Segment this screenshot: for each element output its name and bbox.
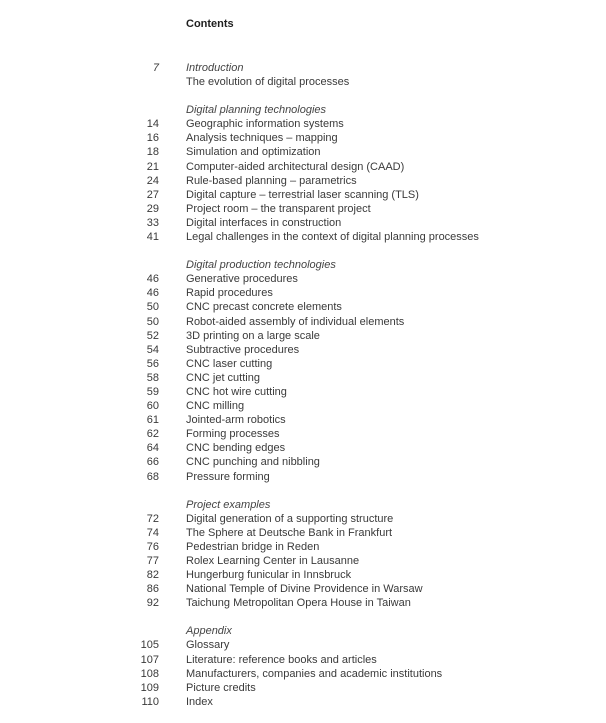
entry-page-number-text: 109 [140,681,159,694]
entry-page-number [0,174,186,188]
entry-page-number [0,695,186,709]
toc-entry[interactable] [0,315,606,329]
entry-page-number [0,202,186,216]
entry-page-number-text: 59 [146,385,159,398]
toc-entry[interactable] [0,413,606,427]
entry-page-number-text: 68 [146,470,159,483]
entry-title: Digital generation of a supporting structure [186,512,394,525]
entry-page-number-text: 46 [146,273,159,286]
entry-page-number [0,638,186,652]
entry-page-number [0,230,186,244]
entry-page-number-text: 50 [146,301,159,314]
toc-entry[interactable] [0,385,606,399]
entry-page-number-text: 72 [146,512,159,525]
entry-page-number [0,470,186,484]
toc-section [0,103,606,244]
entry-page-number [0,357,186,371]
entry-title: Computer-aided architectural design (CAAD) [186,160,405,173]
toc-entry[interactable] [0,160,606,174]
entry-page-number [0,117,186,131]
toc-entry[interactable] [0,681,606,695]
entry-page-number-text: 61 [146,414,159,427]
toc-entry[interactable] [0,512,606,526]
entry-page-number [0,272,186,286]
entry-page-number [0,667,186,681]
entry-title: Digital capture – terrestrial laser scanning (TLS) [186,188,419,201]
entry-page-number-text: 108 [140,667,159,680]
entry-title: Jointed-arm robotics [186,414,286,427]
entry-page-number [0,526,186,540]
toc-entry[interactable] [0,230,606,244]
entry-page-number-text: 41 [146,231,159,244]
entry-title: CNC precast concrete elements [186,301,342,314]
entry-title: Geographic information systems [186,118,344,131]
entry-title: Picture credits [186,681,256,694]
entry-title: Taichung Metropolitan Opera House in Taiwan [186,597,411,610]
entry-page-number [0,554,186,568]
toc-entry[interactable] [0,371,606,385]
entry-page-number-text: 27 [146,188,159,201]
section-page-number [0,61,186,75]
toc-entry[interactable] [0,286,606,300]
toc-section [0,258,606,484]
entry-page-number-text: 58 [146,371,159,384]
entry-page-number [0,188,186,202]
entry-title: CNC jet cutting [186,371,260,384]
entry-title: Legal challenges in the context of digital planning processes [186,231,479,244]
toc-entry[interactable] [0,441,606,455]
entry-page-number-text: 60 [146,400,159,413]
toc-entry[interactable] [0,596,606,610]
toc-entry[interactable] [0,131,606,145]
entry-page-number [0,399,186,413]
entry-title: Rolex Learning Center in Lausanne [186,555,360,567]
section-heading-text: Digital planning technologies [186,104,327,117]
entry-title: Forming processes [186,428,280,441]
entry-title: Rapid procedures [186,287,273,300]
section-heading-text: Digital production technologies [186,259,336,272]
entry-page-number [0,131,186,145]
entry-title: Hungerburg funicular in Innsbruck [186,569,352,582]
entry-page-number [0,300,186,314]
section-heading [0,258,606,272]
toc-section [0,61,606,89]
toc-entry[interactable] [0,188,606,202]
toc-entry[interactable] [0,329,606,343]
entry-page-number [0,582,186,596]
entry-page-number-text: 64 [146,442,159,455]
entry-title: Analysis techniques – mapping [186,132,338,145]
toc-entry[interactable] [0,554,606,568]
section-heading-text: Introduction [186,62,244,74]
entry-title: Subtractive procedures [186,343,300,356]
toc-entry[interactable] [0,75,606,89]
entry-page-number [0,75,186,89]
entry-page-number-text: 14 [146,118,159,131]
entry-page-number [0,216,186,230]
entry-page-number [0,160,186,174]
entry-page-number [0,329,186,343]
table-of-contents [0,61,606,723]
section-heading-text: Appendix [186,625,232,638]
toc-entry[interactable] [0,470,606,484]
toc-entry[interactable] [0,540,606,554]
entry-page-number-text: 110 [141,695,159,708]
entry-page-number-text: 82 [146,569,159,582]
toc-entry[interactable] [0,117,606,131]
entry-title: Manufacturers, companies and academic institutions [186,667,443,680]
entry-page-number [0,371,186,385]
toc-entry[interactable] [0,202,606,216]
toc-entry[interactable] [0,399,606,413]
entry-page-number [0,286,186,300]
entry-title: Robot-aided assembly of individual elements [186,315,405,328]
entry-title: National Temple of Divine Providence in Warsaw [186,583,423,596]
entry-page-number-text: 56 [146,357,159,370]
section-page-number [0,103,186,117]
page-title: Contents [186,18,234,30]
entry-page-number-text: 16 [146,132,159,145]
section-heading-text: Project examples [186,498,271,511]
entry-title: Generative procedures [186,273,298,286]
entry-page-number-text: 66 [146,456,159,469]
toc-entry[interactable] [0,568,606,582]
entry-page-number-text: 29 [146,202,159,215]
entry-page-number-text: 76 [146,540,159,553]
entry-page-number [0,568,186,582]
entry-title: Index [186,695,213,708]
toc-entry[interactable] [0,653,606,667]
section-page-number [0,258,186,272]
toc-entry[interactable] [0,300,606,314]
entry-page-number [0,343,186,357]
entry-title: Literature: reference books and articles [186,653,377,666]
entry-page-number [0,540,186,554]
entry-title: CNC laser cutting [186,357,273,370]
toc-entry[interactable] [0,272,606,286]
entry-title: Digital interfaces in construction [186,216,342,229]
entry-title: Pressure forming [186,470,270,483]
entry-page-number-text: 62 [146,428,159,441]
entry-page-number-text: 46 [146,287,159,300]
entry-page-number [0,427,186,441]
toc-entry[interactable] [0,455,606,469]
entry-page-number [0,596,186,610]
entry-title: 3D printing on a large scale [186,329,320,342]
toc-section [0,498,606,611]
entry-page-number-text: 74 [146,526,159,539]
entry-title: Project room – the transparent project [186,202,371,215]
toc-entry[interactable] [0,582,606,596]
toc-entry[interactable] [0,667,606,681]
section-page-number [0,498,186,512]
section-heading [0,103,606,117]
section-heading [0,624,606,638]
entry-title: The evolution of digital processes [186,76,350,89]
entry-page-number-text: 52 [146,329,159,342]
entry-page-number [0,455,186,469]
entry-page-number-text: 77 [146,555,159,567]
toc-section [0,624,606,709]
toc-entry[interactable] [0,216,606,230]
entry-title: Glossary [186,639,230,652]
toc-entry[interactable] [0,526,606,540]
entry-title: Pedestrian bridge in Reden [186,540,320,553]
section-page-number [0,624,186,638]
entry-title: CNC bending edges [186,442,286,455]
toc-entry[interactable] [0,357,606,371]
entry-page-number [0,681,186,695]
toc-entry[interactable] [0,638,606,652]
toc-entry[interactable] [0,343,606,357]
entry-page-number-text: 54 [146,343,159,356]
section-page-number-text: 7 [152,62,159,74]
entry-title: CNC hot wire cutting [186,385,287,398]
entry-page-number-text: 50 [146,315,159,328]
toc-entry[interactable] [0,174,606,188]
entry-page-number [0,385,186,399]
entry-page-number-text: 105 [140,639,159,652]
entry-page-number [0,315,186,329]
entry-page-number [0,413,186,427]
entry-page-number [0,441,186,455]
section-heading [0,61,606,75]
entry-page-number-text: 107 [140,653,159,666]
entry-title: The Sphere at Deutsche Bank in Frankfurt [186,526,393,539]
entry-page-number-text: 33 [146,216,159,229]
entry-page-number-text: 92 [146,597,159,610]
entry-page-number-text: 18 [146,146,159,159]
section-heading [0,498,606,512]
entry-title: CNC milling [186,400,245,413]
entry-page-number [0,512,186,526]
toc-entry[interactable] [0,695,606,709]
entry-title: CNC punching and nibbling [186,456,320,469]
entry-page-number [0,145,186,159]
toc-entry[interactable] [0,427,606,441]
entry-page-number-text: 86 [146,583,159,596]
entry-title: Rule-based planning – parametrics [186,174,357,187]
entry-page-number-text: 24 [146,174,159,187]
entry-page-number-text: 21 [146,160,159,173]
entry-title: Simulation and optimization [186,146,321,159]
entry-page-number [0,653,186,667]
toc-entry[interactable] [0,145,606,159]
